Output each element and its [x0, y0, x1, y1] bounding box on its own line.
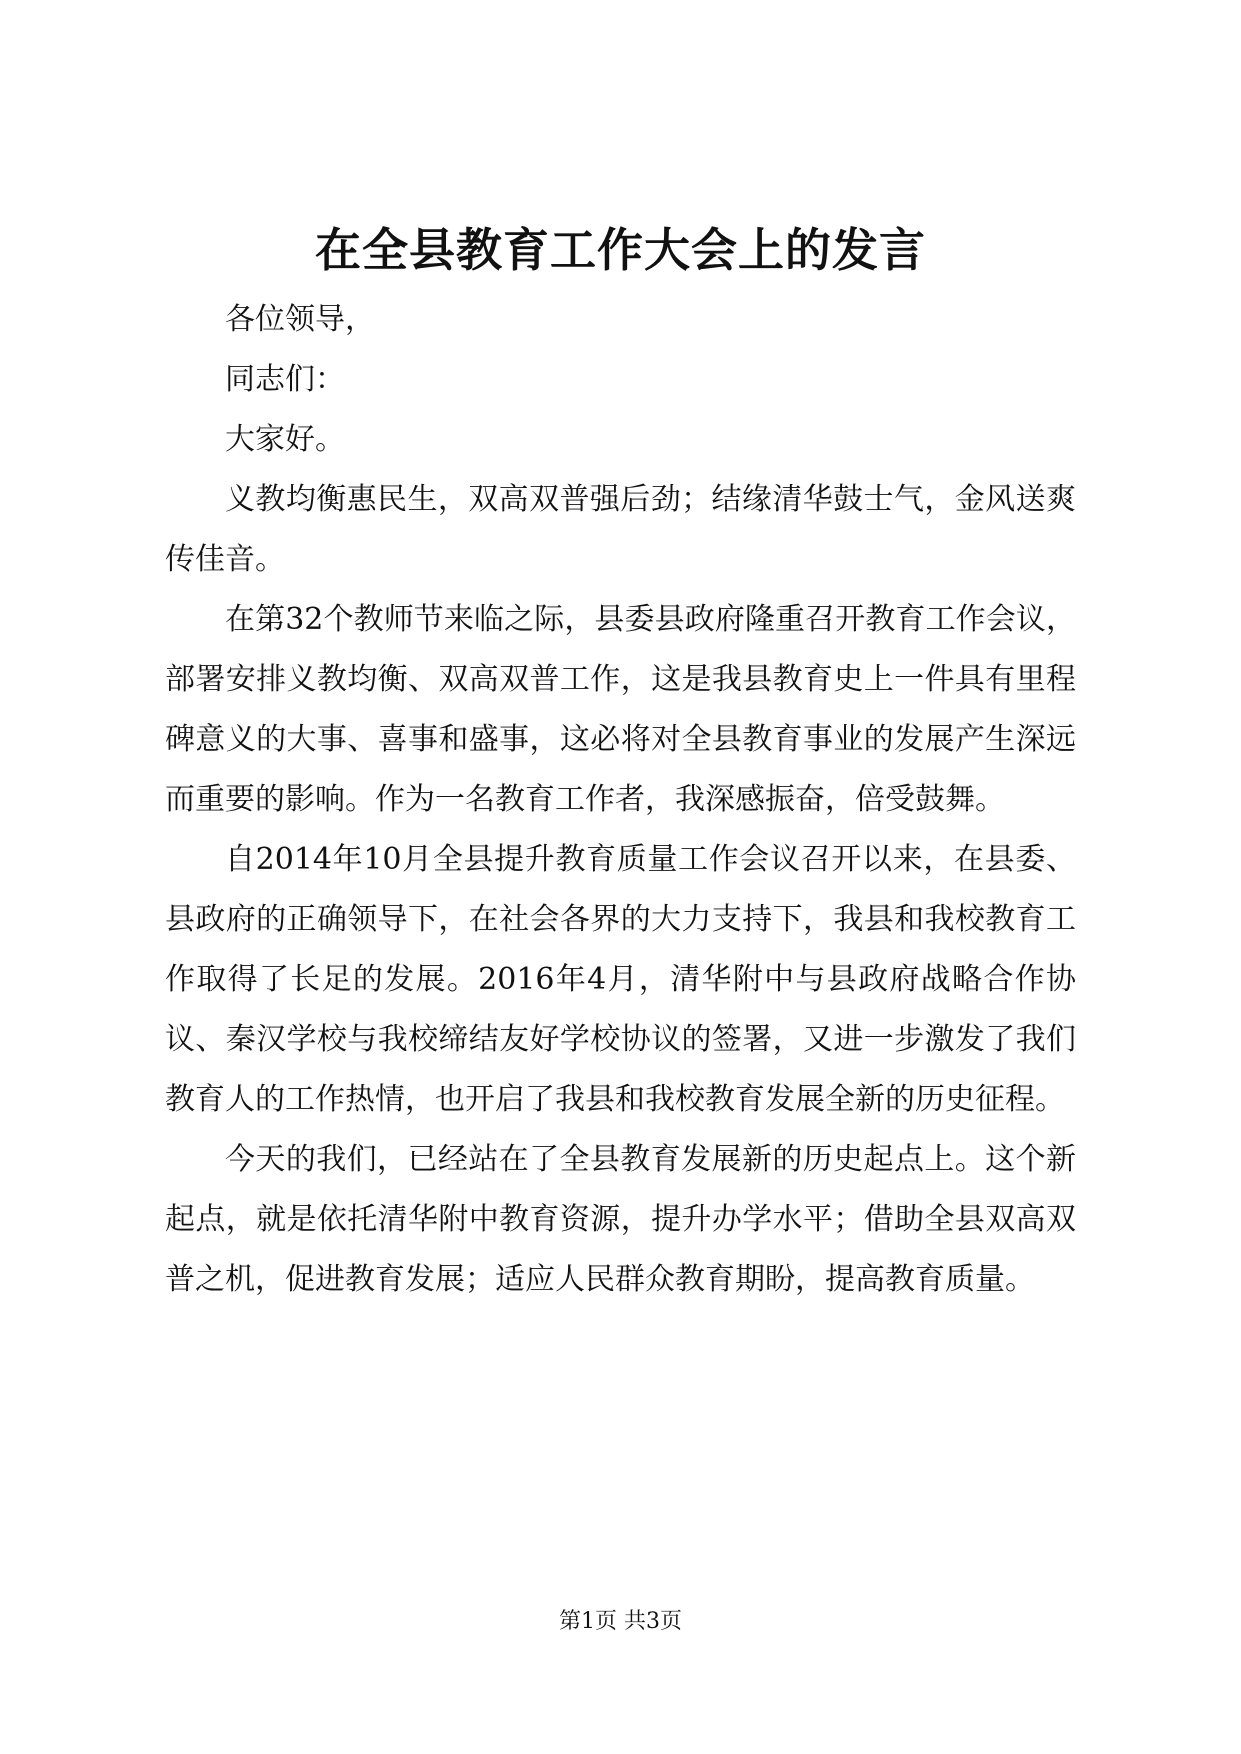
paragraph-greeting: 大家好。	[225, 422, 345, 457]
document-title: 在全县教育工作大会上的发言	[315, 223, 926, 277]
page-footer: 第1页 共3页	[559, 1609, 682, 1634]
document-body	[165, 290, 1076, 1310]
paragraph-new-starting-point: 今天的我们，已经站在了全县教育发展新的历史起点上。这个新起点，就是依托清华附中教育资源，提升办学水平；借助全县双高双普之机，促进教育发展；适应人民群众教育期盼，提高教育质量。	[165, 1142, 1076, 1297]
paragraph-salutation-comrades: 同志们：	[225, 362, 345, 397]
paragraph-development: 自2014年10月全县提升教育质量工作会议召开以来，在县委、县政府的正确领导下，在社会各界的大力支持下，我县和我校教育工作取得了长足的发展。2016年4月，清华附中与县政府战略合作协议、秦汉学校与我校缔结友好学校协议的签署，又进一步激发了我们教育人的工作热情，也开启了我县和我校教育发展全新的历史征程。	[165, 842, 1076, 1117]
paragraph-couplet: 义教均衡惠民生，双高双普强后劲；结缘清华鼓士气，金风送爽传佳音。	[165, 482, 1076, 577]
paragraph-salutation-leaders: 各位领导，	[225, 302, 375, 337]
paragraph-teachers-day: 在第32个教师节来临之际，县委县政府隆重召开教育工作会议，部署安排义教均衡、双高双普工作，这是我县教育史上一件具有里程碑意义的大事、喜事和盛事，这必将对全县教育事业的发展产生深远而重要的影响。作为一名教育工作者，我深感振奋，倍受鼓舞。	[165, 602, 1076, 817]
